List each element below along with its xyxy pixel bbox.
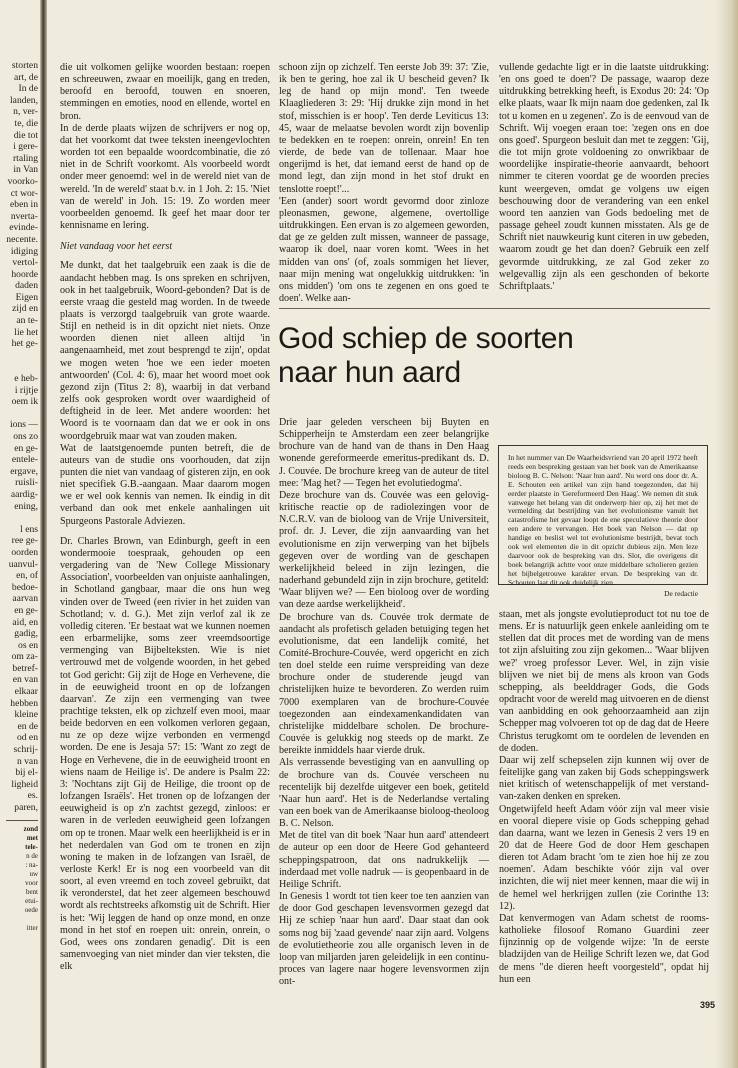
fragment-line: bedoe- xyxy=(11,581,38,593)
fragment-line: storten xyxy=(11,60,38,71)
fragment-line: bij el- xyxy=(15,767,38,779)
fragment-line: eben in xyxy=(10,199,38,211)
fragment-line: in Van xyxy=(13,164,38,176)
fragment-line: idiging xyxy=(10,245,38,257)
paragraph: Drie jaar geleden verscheen bij Buyten en Schipperheijn te Amsterdam een zeer belangrijke brochure van de hand van de thans in Den Haag wonende gereformeerde emeritus-predikant ds. D. J. Couvée. De brochure kreeg van de auteur de titel mee: 'Mag het? — Tegen het evolutiedogma'. xyxy=(279,417,489,489)
fragment-line: oorden xyxy=(11,546,38,558)
fragment-line: n van xyxy=(16,755,38,767)
paragraph: 'Een (ander) soort wordt gevormd door zinloze pleonasmen, gewone, algemene, overtollige uitdrukkingen. Een ervan is zo algemeen geworden, dat ge ze gelden zult missen, wanneer de passage, waarop ik doel, naar voren komt. 'Wees in het midden van ons' (of, zoals sommigen het liever, naar mijn mening wat ongelukkig uitdrukken: 'in ons midden') 'om ons te zegenen en ons goed te doen'. Welke aan- xyxy=(279,195,489,304)
fragment-line xyxy=(0,361,38,373)
fragment-line: an te- xyxy=(16,315,38,327)
subheading: Niet vandaag voor het eerst xyxy=(60,241,173,253)
fragment-line: aid, en xyxy=(12,616,38,628)
fragment-line: entele- xyxy=(11,454,38,466)
fragment-caption-line: etui- xyxy=(25,896,38,905)
binding-gutter xyxy=(40,0,47,1068)
paragraph: In de derde plaats wijzen de schrijvers er nog op, dat het voorkomt dat twee teksten ineengevlochten worden tot een bepaalde woordcombinatie, die zó niet in de Schrift voorkomt. Als voorbeeld wordt onder meer genoemd: wel in de wereld niet van de wereld. 'In de wereld' staat b.v. in 1 Joh. 2: 15. 'Niet van de wereld' in Joh. 15: 19. Zo worden meer voorbeelden genoemd. Ik geef het maar door ter kennisname en lering. xyxy=(60,122,270,232)
fragment-line: Eigen xyxy=(15,291,38,303)
paragraph: In Genesis 1 wordt tot tien keer toe ten aanzien van de door God geschapen levensvormen gezegd dat Hij ze schiep 'naar hun aard'. Daar staat dan ook soms nog bij 'zaad gevende' naar zijn aard. Volgens de evolutietheorie zou alle organisch leven in de loop van miljarden jaren geleidelijk in een continu-proces van lagere naar hogere levensvormen zijn ont- xyxy=(279,891,489,988)
page-number: 395 xyxy=(700,1000,716,1010)
fragment-line xyxy=(0,408,38,420)
article-column-3 xyxy=(499,609,709,986)
fragment-line: uanvul- xyxy=(8,558,38,570)
fragment-line: die tot xyxy=(13,129,38,141)
fragment-caption-line: tele- xyxy=(25,842,38,851)
fragment-caption-line: : na- xyxy=(25,860,38,869)
paragraph: Als verrassende bevestiging van en aanvulling op de brochure van ds. Couvée verscheen nu recentelijk bij dezelfde uitgever een boek, getiteld 'Naar hun aard'. Het is de Nederlandse vertaling van een boek van de Amerikaanse bioloog-theoloog B. C. Nelson. xyxy=(279,757,489,830)
page-edge xyxy=(716,0,738,1068)
fragment-line: hoorde xyxy=(11,268,38,280)
fragment-line: aardig- xyxy=(10,488,38,500)
fragment-line: vertol- xyxy=(12,257,38,269)
editor-signature: De redactie xyxy=(664,588,698,598)
fragment-caption-line: uw xyxy=(29,869,38,878)
column-2-top xyxy=(279,62,489,305)
article-column-2 xyxy=(279,417,489,988)
fragment-line: art, de xyxy=(14,71,38,83)
fragment-caption-line: itter xyxy=(26,923,38,932)
fragment-caption-line: n de xyxy=(26,851,38,860)
fragment-divider xyxy=(6,820,38,821)
fragment-line: en, of xyxy=(16,570,38,582)
fragment-line: n, ver- xyxy=(13,106,38,118)
fragment-line: nverta- xyxy=(10,210,38,222)
previous-page-column xyxy=(0,60,38,933)
paragraph: staan, met als jongste evolutieproduct tot nu toe de mens. Er is natuurlijk geen enkele aanleiding om te stellen dat dit proces met de wording van de mens tot zijn afsluiting zou zijn gekomen... 'Waar blijven we?' vroeg professor Lever. Wel, in zijn visie blijven we niet bij de mens als kroon van Gods schepping, als beelddrager Gods, die Gods opdracht voor de wereld mag uitvoeren en de dienst van aanbidding en ook gehoorzaamheid aan zijn Schepper mag volvoeren tot op de dag dat de Heere Christus terugkomt om te oordelen de levenden en de doden. xyxy=(499,609,709,754)
fragment-line: ligheid xyxy=(11,778,38,790)
fragment-line: om za- xyxy=(11,651,38,663)
fragment-line xyxy=(0,350,38,362)
fragment-line: ions — xyxy=(10,419,38,431)
fragment-line: daden xyxy=(15,280,38,292)
column-3-top xyxy=(499,62,709,293)
fragment-line: elkaar xyxy=(14,686,38,698)
fragment-line: od en xyxy=(16,732,38,744)
fragment-line: e heb- xyxy=(14,373,38,385)
paragraph: vullende gedachte ligt er in die laatste uitdrukking: 'en ons goed te doen'? De passage, waarop deze uitdrukking betrekking heeft, is Exodus 20: 24: 'Op elke plaats, waar Ik mijn naam doe gedenken, zal Ik tot u komen en u zegenen'. Zo is de eenvoud van de Schrift. Wij voegen eraan toe: 'zegen ons en doe ons goed'. Spurgeon besluit dan met te zeggen: 'Gij, die tot mijn grote voldoening zo onwrikbaar de woordelijke inspiratie-theorie aanvaardt, behoort nimmer te citeren voordat ge de woorden precies kunt weergeven, omdat ge volgens uw eigen beschouwing door de verandering van een enkel woord ten aanzien van Gods bedoeling met de passage geheel zoudt kunnen misstaten. Als ge de Schrift niet nauwkeurig kunt citeren in uw gebeden, waarom zoudt ge het dan doen? Gebruik een zelf gevormde uitdrukking, ze zal God zeker zo welgevallig zijn als een geschonden of bekorte Schriftplaats.' xyxy=(499,62,709,292)
fragment-line: ening, xyxy=(14,500,38,512)
editor-note-box xyxy=(498,445,708,598)
fragment-caption-line: voor xyxy=(25,878,38,887)
fragment-line: en van xyxy=(12,674,38,686)
fragment-line: landen, xyxy=(10,94,38,106)
fragment-line: ruisli- xyxy=(15,477,38,489)
fragment-line: voorko- xyxy=(7,175,38,187)
fragment-line: hebben xyxy=(10,697,38,709)
fragment-line: betref- xyxy=(12,662,38,674)
fragment-line: rtaling xyxy=(12,152,38,164)
fragment-line: te, die xyxy=(14,117,38,129)
fragment-line: zijd en xyxy=(12,303,38,315)
paragraph: die uit volkomen gelijke woorden bestaan: roepen en schreeuwen, zwaar en moeilijk, gang en treden, beroofd en beroofd, touwen en snoeren, stemmingen en emoties, nood en ellende, wortel en bron. xyxy=(60,62,270,122)
fragment-line: ons zo xyxy=(13,431,38,442)
article-headline xyxy=(278,322,718,390)
fragment-line: ergave, xyxy=(10,465,38,477)
fragment-line: en de xyxy=(17,720,38,732)
paragraph: De brochure van ds. Couvée trok dermate de aandacht als profetisch geladen betuiging tegen het evolutionisme, dat een landelijk comité, het Comité-Brochure-Couvée, werd opgericht en zich ten doel stelde een ruime verspreiding van deze brochure onder de studerende jeugd van christelijken huize te bevorderen. Zo werden ruim 7000 exemplaren van de brochure-Couvée toegezonden aan eindexamenkandidaten van christelijke middelbare scholen. De brochure-Couvée is gelukkig nog steeds op de markt. Ze bereikte inmiddels haar vierde druk. xyxy=(279,611,489,757)
paragraph: Deze brochure van ds. Couvée was een gelovig-kritische reactie op de radiolezingen voor de N.C.R.V. van de bioloog van de Vrije Universiteit, prof. dr. J. Lever, die zijn aanvaarding van het evolutionisme en zijn verwerping van het bijbels gegeven over de wording van de geschapen werkelijkheid beleed in zijn lezingen, die naderhand gebundeld zijn in zijn brochure, getiteld: 'Waar blijven we? — Een bioloog over de wording van deze aardse werkelijkheid'. xyxy=(279,489,489,611)
fragment-line: ct wor- xyxy=(10,187,38,199)
fragment-line: het ge- xyxy=(11,338,38,350)
headline-line: God schiep de soorten xyxy=(278,322,574,355)
section-divider xyxy=(279,308,710,309)
fragment-line: en ge- xyxy=(14,604,38,616)
fragment-line: lie het xyxy=(14,326,38,338)
paragraph: Dat kenvermogen van Adam schetst de rooms-katholieke filosoof Romano Guardini zeer fijnzinnig op de volgende wijze: 'In de eerste bladzijden van de Heilige Schrift lezen we, dat God de mens "de dieren heeft voorgesteld", opdat hij hun een xyxy=(499,912,709,985)
fragment-line: evinde- xyxy=(9,222,38,234)
paragraph: Wat de laatstgenoemde punten betreft, die de auteurs van de studie ons voorhouden, dat zijn punten die niet van vandaag of gisteren zijn, en ook niet specifiek G.B.-aangaan. Maar daarom mogen we er wel ook kennis van nemen. Ik eindig in dit verband dan ook met enkele aanhalingen uit Spurgeons Pastorale Adviezen. xyxy=(60,442,270,527)
fragment-line: i gere- xyxy=(13,141,38,153)
paragraph: Me dunkt, dat het taalgebruik een zaak is die de aandacht hebben mag. Is ons spreken en schrijven, ook in het taalgebruik, Woord-gebonden? Dat is de eerste vraag die gesteld mag worden. In de tweede plaats is verzorgd taalgebruik van grote waarde. Stijl en netheid is in dit opzicht niet niets. Onze woorden dienen niet alleen altijd 'in aangenaamheid, met zout besprengd te zijn', opdat we mogen weten 'hoe we een ieder moeten antwoorden' (Col. 4: 6), maar het woord moet ook gezond zijn (Titus 2: 8), waarbij in dat verband zelfs ook gesproken wordt over waardigheid of deftigheid in de leer. Met andere woorden: het Woord is te voornaam dan dat we er ook in ons woordgebruik maar wat van zouden maken. xyxy=(60,260,270,442)
fragment-line xyxy=(0,512,38,524)
fragment-caption-line: zond xyxy=(23,824,38,833)
editor-note-text: In het nummer van De Waarheidsvriend van 20 april 1972 heeft reeds een bespreking gestaan van het boek van de Amerikaanse bioloog B. C. Nelson: 'Naar hun aard'. Nu werd ons door dr. A. E. Schouten een artikel van zijn hand toegezonden, dat hij eerder plaatste in 'Gereformeerd Den Haag'. We nemen dit stuk vanwege het belang van dit onderwerp hier op, zij het met de vermelding dat bestrijding van het evolutionisme vanuit het catastrofisme het gevaar loopt de ene speculatieve theorie door een andere te vervangen. Het boek van Nelson — dat op handige en beslist wel tot evolutionisme bestrijdt, bevat toch ook wel elementen die in dit opzicht dubieus zijn. Men leze daarvoor ook de bespreking van drs. Slot, die overigens dit boek belangrijk achtte voor onze middelbare scholieren gezien het bijbelgetrouwe karakter ervan. De bespreking van dr. Schouten laat dit ook duidelijk zien. xyxy=(508,453,698,587)
fragment-line: paren, xyxy=(14,802,38,813)
fragment-line: en ge- xyxy=(14,442,38,454)
fragment-line: i rijtje xyxy=(14,384,38,396)
fragment-line: schrij- xyxy=(13,744,38,756)
paragraph: schoon zijn op zichzelf. Ten eerste Job 39: 37: 'Zie, ik ben te gering, hoe zal ik U bescheid geven? Ik leg de hand op mijn mond'. Ten tweede Klaagliederen 3: 29: 'Hij drukke zijn mond in het stof, misschien is er hoop'. Ten derde Leviticus 13: 45, waar de melaatse bevolen wordt zijn bovenlip te bedekken en te roepen: onrein, onrein! En ten vierde, de bede van de tollenaar. Maar hoe ongerijmd is het, dat iemand eerst de hand op de mond legt, dan zijn mond in het stof drukt en tenslotte roept!'... xyxy=(279,62,489,195)
fragment-caption-line: met xyxy=(26,833,38,842)
fragment-caption-line: bent xyxy=(25,887,38,896)
fragment-line: oem ik xyxy=(11,396,38,408)
paragraph: Met de titel van dit boek 'Naar hun aard' attendeert de auteur op een door de Heere God gehanteerd scheppingspatroon, dat ons nadrukkelijk — inderdaad met volle nadruk — is geopenbaard in de Heilige Schrift. xyxy=(279,830,489,890)
fragment-line: os en xyxy=(18,639,38,651)
headline-line: naar hun aard xyxy=(278,356,461,389)
column-1 xyxy=(60,62,270,973)
fragment-line: l ens xyxy=(20,523,38,535)
fragment-caption-line: oede xyxy=(24,905,38,914)
fragment-line: necente. xyxy=(6,233,38,245)
paragraph: Daar wij zelf schepselen zijn kunnen wij over de feitelijke gang van zaken bij Gods scheppingswerk niet kritisch of wetenschappelijk of met verstand-van-zaken denken en spreken. xyxy=(499,754,709,803)
paragraph: Ongetwijfeld heeft Adam vóór zijn val meer visie en vooral diepere visie op Gods schepping gehad dan daarna, want we lezen in Genesis 2 vers 19 en 20 dat de Heere God de door Hem geschapen dieren tot Adam bracht 'om te zien hoe hij ze zou noemen'. Adam beschikte vóór zijn val over inzichten, die wij niet meer kennen, maar die wij in de hemel wel herkrijgen zullen (zie Corinthe 13: 12). xyxy=(499,803,709,912)
fragment-line: gadig, xyxy=(14,628,38,640)
fragment-caption-line xyxy=(0,915,38,924)
fragment-line: aarvan xyxy=(12,593,38,605)
paragraph: Dr. Charles Brown, van Edinburgh, geeft in een wondermooie toespraak, gehouden op een vergadering van de 'New College Missionary Association', voorbeelden van onjuiste aanhalingen, in Schotland gangbaar, maar die ons hun weg vinden over de Tweed (een rivier in het zuiden van Schotland; v. d. G.). Met zijn verlof zal ik ze volledig citeren. 'Er bestaat wat we kunnen noemen een erbarmelijke, soms zeer vreemdsoortige vermenging van Bijbelteksten. Wie is niet vertrouwd met de volgende woorden, in het gebed tot God gericht: Gij zijt de Hoge en Verhevene, die in de eeuwigheid troont en op de lofzangen daarvan'. Ze zijn een vermenging van twee prachtige teksten, elk op zichzelf even mooi, maar beide bedorven en een volkomen verloren gegaan, nu ze op deze wijze verbonden en vermengd worden. De ene is Jesaja 57: 15: 'Want zo zegt de Hoge en Verhevene, die in de eeuwigheid troont en wiens naam de Heilige is'. De andere is Psalm 22: 3: 'Nochtans zijt Gij de Heilige, die troont op de lofzangen Israëls'. Het tronen op de lofzangen der eeuwigheid is op z'n zachtst gezegd, zinloos: er waren in de verleden eeuwigheid geen lofzangen om op te tronen. Maar welk een heerlijkheid is er in het nederdalen van God om te tronen en zijn woning te maken in de lofzangen van Israël, de verloste Kerk! Er is nog een voorbeeld van dit soort, al even vreemd en toch zoveel gebruikt, dat ik veronderstel, dat het zeer algemeen beschouwd wordt als rechtstreeks afkomstig uit de Schrift. Hier is het: 'Wij leggen de hand op onze mond, en onze mond in het stof en roepen uit: onrein, onrein, o God, wees ons zondaren genadig'. Dit is een samenvoeging van niet minder dan vier teksten, die elk xyxy=(60,535,270,973)
fragment-line: In de xyxy=(18,83,38,95)
fragment-line: es. xyxy=(27,790,38,802)
fragment-line: ree ge- xyxy=(11,535,38,547)
fragment-line: kleine xyxy=(14,709,38,721)
